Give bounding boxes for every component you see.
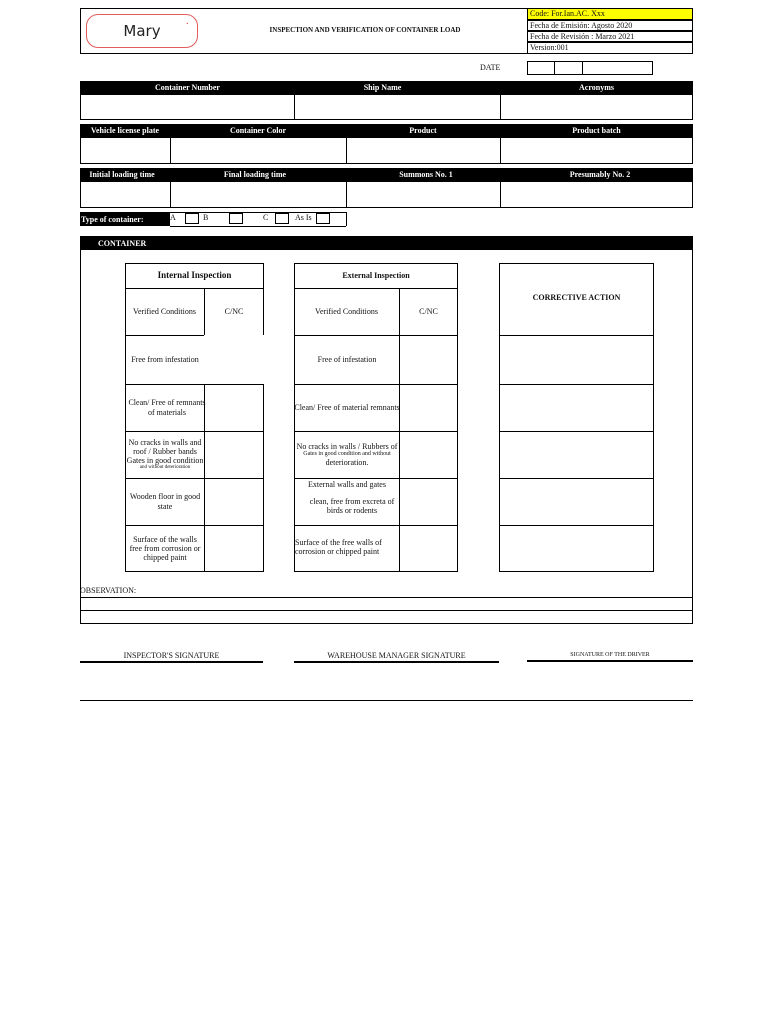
external-row-wall-surface: Surface of the free walls of corrosion or chipped paint — [295, 538, 382, 557]
date-divider — [582, 61, 583, 75]
logo-text: Mary — [123, 22, 161, 40]
corrective-action-field-1[interactable] — [500, 336, 653, 383]
observation-label: OBSERVATION: — [80, 586, 137, 595]
external-cnc-cracks[interactable] — [400, 432, 457, 477]
container-section-title: CONTAINER — [98, 238, 147, 248]
corrective-action-field-4[interactable] — [500, 479, 653, 524]
internal-row-infestation: Free from infestation — [131, 354, 199, 364]
final-time-field[interactable] — [170, 181, 347, 208]
initial-time-label: Initial loading time — [89, 170, 155, 179]
type-a-label: A — [170, 213, 176, 222]
external-cnc-wall-surface[interactable] — [400, 526, 457, 571]
external-cnc-clean[interactable] — [400, 385, 457, 430]
internal-cracks-line2: Gates in good condition — [126, 456, 204, 466]
external-cnc-header: C/NC — [419, 306, 438, 316]
internal-inspection-title: Internal Inspection — [157, 270, 232, 281]
form-title: INSPECTION AND VERIFICATION OF CONTAINER LOAD — [269, 25, 461, 34]
vehicle-plate-field[interactable] — [80, 137, 171, 164]
type-as-is-checkbox[interactable] — [316, 213, 330, 224]
inspector-signature-label: INSPECTOR'S SIGNATURE — [123, 651, 220, 661]
external-cracks-line1: No cracks in walls / Rubbers of — [296, 441, 398, 451]
internal-cnc-cracks[interactable] — [205, 432, 263, 477]
external-row-infestation: Free of infestation — [317, 354, 377, 364]
internal-cracks-line1: No cracks in walls and roof / Rubber bands — [128, 437, 202, 457]
external-cnc-infestation[interactable] — [400, 336, 457, 383]
external-row-clean: Clean/ Free of material remnants — [294, 402, 400, 412]
internal-cnc-clean[interactable] — [208, 385, 263, 430]
external-cnc-walls-gates[interactable] — [400, 479, 457, 524]
type-c-checkbox[interactable] — [275, 213, 289, 224]
external-row-walls-gates — [295, 480, 399, 524]
row3-header-bar — [80, 168, 693, 181]
product-batch-field[interactable] — [500, 137, 693, 164]
date-field[interactable] — [527, 61, 653, 75]
internal-row-cracks — [126, 432, 204, 477]
external-conditions-header: Verified Conditions — [315, 306, 378, 316]
internal-cracks-line3: and without deterioration — [139, 465, 191, 471]
internal-cnc-infestation[interactable] — [204, 335, 264, 384]
initial-time-field[interactable] — [80, 181, 171, 208]
type-b-checkbox[interactable] — [229, 213, 243, 224]
internal-row-clean: Clean/ Free of remnants of materials — [128, 398, 206, 417]
date-divider — [554, 61, 555, 75]
internal-row-wall-surface: Surface of the walls free from corrosion or chipped paint — [129, 534, 201, 563]
internal-conditions-header: Verified Conditions — [133, 306, 196, 316]
section-border-right — [692, 250, 693, 598]
row2-header-bar — [80, 124, 693, 137]
corrective-action-field-5[interactable] — [500, 526, 653, 571]
company-logo — [86, 14, 198, 48]
type-row-border — [170, 226, 346, 227]
observation-field[interactable] — [80, 610, 693, 624]
external-row-cracks — [295, 432, 399, 477]
external-inspection-title: External Inspection — [342, 270, 410, 280]
warehouse-signature-label: WAREHOUSE MANAGER SIGNATURE — [327, 651, 466, 661]
type-row-border — [170, 212, 346, 213]
presumably-2-label: Presumably No. 2 — [569, 170, 631, 179]
container-section-bar — [80, 236, 693, 250]
container-number-field[interactable] — [80, 94, 295, 120]
logo-mark: · — [185, 19, 189, 30]
version-cell: Version:001 — [527, 42, 693, 54]
summons-1-field[interactable] — [346, 181, 501, 208]
external-cracks-line3: deterioration. — [325, 457, 369, 467]
type-a-checkbox[interactable] — [185, 213, 199, 224]
footer-rule — [80, 700, 693, 701]
product-field[interactable] — [346, 137, 501, 164]
type-row-border — [346, 212, 347, 226]
date-label: DATE — [480, 63, 501, 72]
section-border-left — [80, 250, 81, 598]
code-cell: Code: For.Ian.AC. Xxx — [527, 8, 693, 20]
issue-date-cell: Fecha de Emisión: Agosto 2020 — [527, 20, 693, 31]
internal-cnc-header: C/NC — [224, 306, 244, 316]
product-batch-label: Product batch — [572, 126, 621, 135]
type-c-label: C — [263, 213, 269, 222]
revision-date-cell: Fecha de Revisión : Marzo 2021 — [527, 31, 693, 42]
row1-header-bar — [80, 81, 693, 94]
container-number-label: Container Number — [155, 83, 220, 92]
container-type-label: Type of container: — [80, 212, 170, 226]
final-time-label: Final loading time — [223, 170, 287, 179]
container-color-label: Container Color — [229, 126, 287, 135]
driver-signature-line[interactable] — [527, 660, 693, 662]
warehouse-signature-line[interactable] — [294, 661, 499, 663]
observation-field[interactable] — [80, 597, 693, 611]
summons-1-label: Summons No. 1 — [399, 170, 453, 179]
driver-signature-label: SIGNATURE OF THE DRIVER — [570, 651, 650, 658]
inspector-signature-line[interactable] — [80, 661, 263, 663]
external-walls-line1: External walls and gates — [308, 480, 386, 489]
container-color-field[interactable] — [170, 137, 347, 164]
corrective-action-field-3[interactable] — [500, 432, 653, 477]
internal-cnc-wooden-floor[interactable] — [205, 479, 263, 524]
type-as-is-label: As Is — [295, 213, 312, 222]
presumably-2-field[interactable] — [500, 181, 693, 208]
external-cracks-line2: Gates in good condition and without — [303, 451, 391, 458]
ship-name-field[interactable] — [294, 94, 501, 120]
internal-cnc-wall-surface[interactable] — [205, 526, 263, 571]
ship-name-label: Ship Name — [363, 83, 402, 92]
vehicle-plate-label: Vehicle license plate — [90, 126, 160, 135]
corrective-action-title: CORRECTIVE ACTION — [532, 293, 621, 303]
acronyms-field[interactable] — [500, 94, 693, 120]
product-label: Product — [409, 126, 437, 135]
acronyms-label: Acronyms — [579, 83, 614, 92]
internal-row-wooden-floor: Wooden floor in good state — [129, 492, 201, 511]
external-walls-line2: clean, free from excreta of birds or rodents — [309, 497, 395, 516]
type-b-label: B — [203, 213, 209, 222]
corrective-action-field-2[interactable] — [500, 385, 653, 430]
